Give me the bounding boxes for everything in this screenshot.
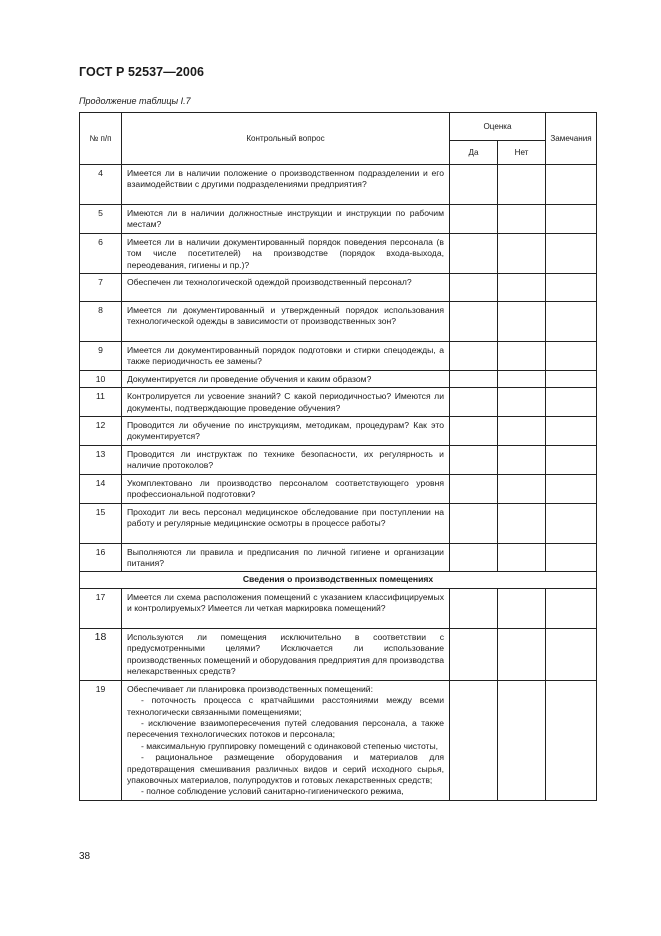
table-row <box>80 274 597 302</box>
answer-yes-cell[interactable] <box>450 680 498 800</box>
table-row <box>80 680 597 800</box>
notes-cell[interactable] <box>546 503 597 543</box>
row-number: 4 <box>80 165 122 205</box>
answer-yes-cell[interactable] <box>450 628 498 680</box>
table-row <box>80 588 597 628</box>
row-question-item: - рациональное размещение оборудования и материалов для предотвращения смешивания различных видов и серий исходного сырья, упаковочных материалов, полупродуктов и готовых лекарственных средств; <box>127 752 444 785</box>
row-question-item: - максимальную группировку помещений с одинаковой степенью чистоты, <box>141 740 439 751</box>
table-row <box>80 543 597 572</box>
row-number: 13 <box>80 445 122 474</box>
row-number: 5 <box>80 205 122 234</box>
notes-cell[interactable] <box>546 388 597 417</box>
table-row <box>80 445 597 474</box>
answer-yes-cell[interactable] <box>450 165 498 205</box>
table-row <box>80 370 597 387</box>
notes-cell[interactable] <box>546 628 597 680</box>
row-question-lead: Обеспечивает ли планировка производственных помещений: <box>127 683 373 694</box>
section-title: Сведения о производственных помещениях <box>80 572 597 588</box>
notes-cell[interactable] <box>546 342 597 371</box>
checklist-table <box>79 112 597 801</box>
row-question: Имеется ли в наличии документированный порядок поведения персонала (в том числе посетителей) на производстве (порядок входа-выхода, переодевания, гигиены и пр.)? <box>122 233 450 273</box>
row-question: Имеются ли в наличии должностные инструкции и инструкции по рабочим местам? <box>122 205 450 234</box>
row-question: Обеспечен ли технологической одеждой производственный персонал? <box>122 274 450 302</box>
answer-yes-cell[interactable] <box>450 588 498 628</box>
notes-cell[interactable] <box>546 445 597 474</box>
row-question: Имеется ли документированный и утвержденный порядок использования технологической одежды в зависимости от производственных зон? <box>122 302 450 342</box>
table-row <box>80 165 597 205</box>
answer-no-cell[interactable] <box>498 474 546 503</box>
answer-yes-cell[interactable] <box>450 342 498 371</box>
answer-yes-cell[interactable] <box>450 445 498 474</box>
row-number: 19 <box>80 680 122 800</box>
page-number: 38 <box>79 851 91 862</box>
table-row <box>80 474 597 503</box>
answer-no-cell[interactable] <box>498 342 546 371</box>
row-question-item: - полное соблюдение условий санитарно-гигиенического режима, <box>141 786 404 797</box>
header-notes: Замечания <box>546 113 597 165</box>
row-question: Выполняются ли правила и предписания по личной гигиене и организации питания? <box>122 543 450 572</box>
row-question: Используются ли помещения исключительно в соответствии с предусмотренными целями? Исключается ли использование производственных помещений и оборудования предприятия для производства нелекарственных средств? <box>122 628 450 680</box>
table-row <box>80 302 597 342</box>
row-number: 10 <box>80 370 122 387</box>
row-number: 7 <box>80 274 122 302</box>
row-number: 9 <box>80 342 122 371</box>
row-number: 6 <box>80 233 122 273</box>
header-question: Контрольный вопрос <box>122 113 450 165</box>
notes-cell[interactable] <box>546 370 597 387</box>
row-question: Контролируется ли усвоение знаний? С какой периодичностью? Имеются ли документы, подтверждающие проведение обучения? <box>122 388 450 417</box>
answer-yes-cell[interactable] <box>450 302 498 342</box>
answer-yes-cell[interactable] <box>450 474 498 503</box>
row-question: Укомплектовано ли производство персоналом соответствующего уровня профессиональной подготовки? <box>122 474 450 503</box>
row-question: Проводится ли обучение по инструкциям, методикам, процедурам? Как это документируется? <box>122 417 450 446</box>
answer-no-cell[interactable] <box>498 588 546 628</box>
row-question: Документируется ли проведение обучения и каким образом? <box>122 370 450 387</box>
row-question: Проводится ли инструктаж по технике безопасности, их регулярность и наличие протоколов? <box>122 445 450 474</box>
row-number: 15 <box>80 503 122 543</box>
row-number: 8 <box>80 302 122 342</box>
header-no: Нет <box>498 141 546 165</box>
notes-cell[interactable] <box>546 474 597 503</box>
table-row <box>80 628 597 680</box>
table-row <box>80 205 597 234</box>
header-yes: Да <box>450 141 498 165</box>
notes-cell[interactable] <box>546 233 597 273</box>
table-row <box>80 388 597 417</box>
answer-no-cell[interactable] <box>498 274 546 302</box>
answer-yes-cell[interactable] <box>450 388 498 417</box>
notes-cell[interactable] <box>546 274 597 302</box>
row-number: 17 <box>80 588 122 628</box>
answer-no-cell[interactable] <box>498 417 546 446</box>
answer-no-cell[interactable] <box>498 680 546 800</box>
header-rating: Оценка <box>450 113 546 141</box>
answer-no-cell[interactable] <box>498 370 546 387</box>
answer-yes-cell[interactable] <box>450 233 498 273</box>
answer-no-cell[interactable] <box>498 165 546 205</box>
table-row <box>80 417 597 446</box>
table-row <box>80 233 597 273</box>
row-number: 14 <box>80 474 122 503</box>
row-number: 16 <box>80 543 122 572</box>
answer-no-cell[interactable] <box>498 503 546 543</box>
answer-yes-cell[interactable] <box>450 503 498 543</box>
row-number: 11 <box>80 388 122 417</box>
notes-cell[interactable] <box>546 165 597 205</box>
answer-no-cell[interactable] <box>498 543 546 572</box>
table-row <box>80 503 597 543</box>
row-question: Проходит ли весь персонал медицинское обследование при поступлении на работу и регулярные медицинские осмотры в процессе работы? <box>122 503 450 543</box>
row-question-item: - поточность процесса с кратчайшими расстояниями между всеми технологически связанными помещениями; <box>127 695 444 717</box>
header-num: № п/п <box>80 113 122 165</box>
row-question-item: - исключение взаимопересечения путей следования персонала, а также пересечения технологических потоков и персонала; <box>127 717 444 740</box>
answer-no-cell[interactable] <box>498 233 546 273</box>
section-header-row <box>80 572 597 588</box>
row-question: Имеется ли в наличии положение о производственном подразделении и его взаимодействии с другими подразделениями предприятия? <box>122 165 450 205</box>
answer-no-cell[interactable] <box>498 388 546 417</box>
row-number: 12 <box>80 417 122 446</box>
answer-yes-cell[interactable] <box>450 274 498 302</box>
row-question <box>122 680 450 800</box>
notes-cell[interactable] <box>546 588 597 628</box>
notes-cell[interactable] <box>546 417 597 446</box>
answer-no-cell[interactable] <box>498 628 546 680</box>
notes-cell[interactable] <box>546 543 597 572</box>
notes-cell[interactable] <box>546 205 597 234</box>
answer-no-cell[interactable] <box>498 205 546 234</box>
answer-no-cell[interactable] <box>498 302 546 342</box>
answer-yes-cell[interactable] <box>450 205 498 234</box>
answer-yes-cell[interactable] <box>450 417 498 446</box>
notes-cell[interactable] <box>546 680 597 800</box>
answer-yes-cell[interactable] <box>450 370 498 387</box>
row-question: Имеется ли схема расположения помещений с указанием классифицируемых и контролируемых? Имеется ли четкая маркировка помещений? <box>122 588 450 628</box>
notes-cell[interactable] <box>546 302 597 342</box>
row-number: 18 <box>80 628 122 680</box>
answer-no-cell[interactable] <box>498 445 546 474</box>
row-question: Имеется ли документированный порядок подготовки и стирки спецодежды, а также периодичность ее замены? <box>122 342 450 371</box>
answer-yes-cell[interactable] <box>450 543 498 572</box>
document-code: ГОСТ Р 52537—2006 <box>79 65 205 79</box>
table-continuation-title: Продолжение таблицы I.7 <box>79 96 191 106</box>
table-row <box>80 342 597 371</box>
